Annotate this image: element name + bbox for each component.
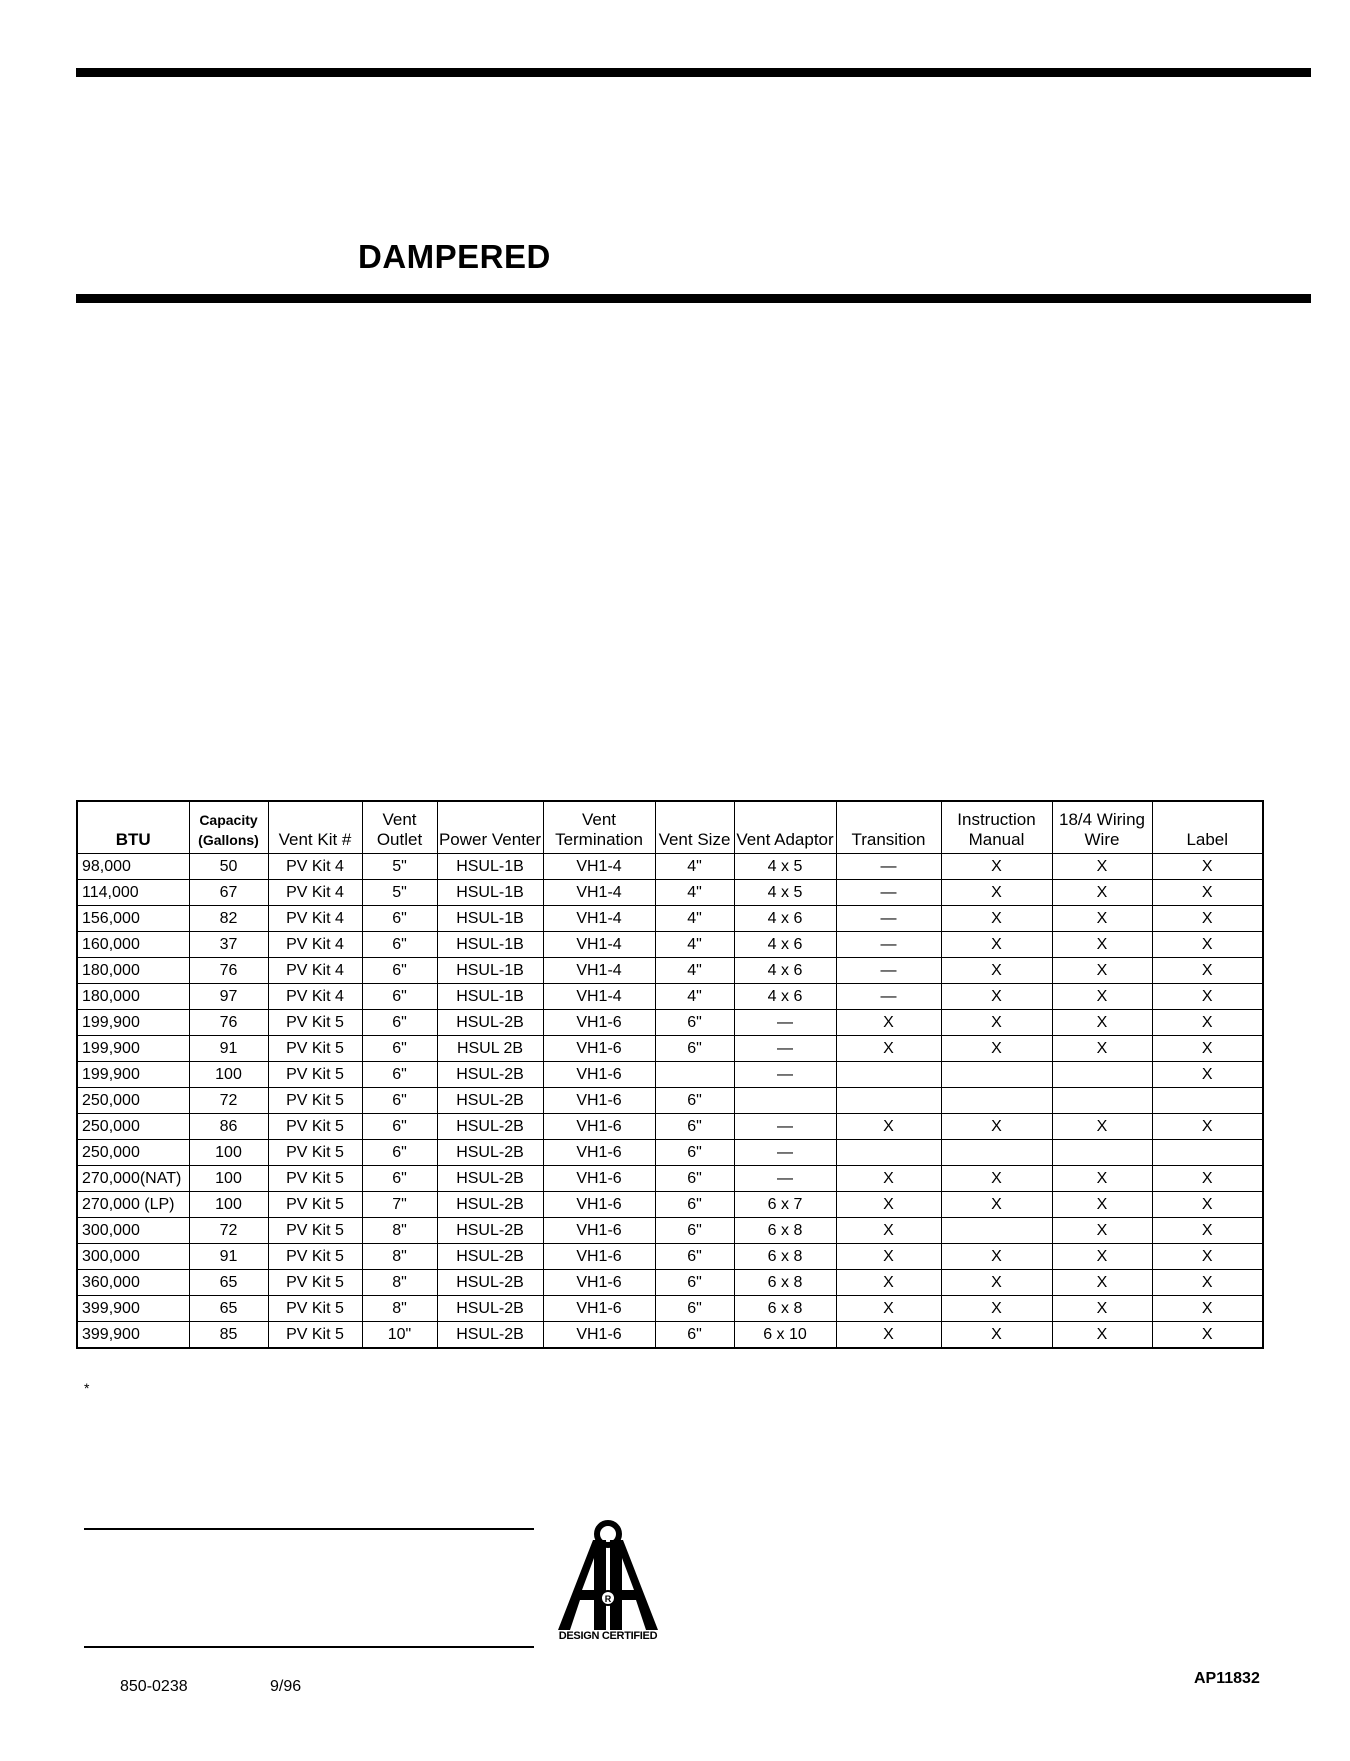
- cell-vent-kit: PV Kit 5: [268, 1088, 362, 1114]
- cell-vent-termination: VH1-4: [543, 906, 655, 932]
- cell-instruction-manual: [941, 1218, 1052, 1244]
- table-row: [77, 906, 1263, 932]
- part-number: 850-0238: [120, 1678, 188, 1695]
- cell-vent-adaptor: 6 x 8: [734, 1218, 836, 1244]
- page-heading: DAMPERED: [358, 238, 551, 275]
- cell-vent-termination: VH1-6: [543, 1322, 655, 1349]
- cell-wiring-wire: X: [1052, 1244, 1152, 1270]
- cell-vent-termination: VH1-6: [543, 1218, 655, 1244]
- cell-capacity: 72: [189, 1088, 268, 1114]
- cell-vent-adaptor: 6 x 8: [734, 1270, 836, 1296]
- cell-instruction-manual: X: [941, 1270, 1052, 1296]
- cell-vent-size: 6": [655, 1036, 734, 1062]
- cell-label: X: [1152, 880, 1263, 906]
- cell-transition: X: [836, 1010, 941, 1036]
- cell-vent-adaptor: —: [734, 1166, 836, 1192]
- cell-btu: 199,900: [77, 1010, 189, 1036]
- cell-btu: 300,000: [77, 1218, 189, 1244]
- cell-vent-outlet: 6": [362, 906, 437, 932]
- header-vent-termination: Vent Termination: [543, 801, 655, 854]
- cell-wiring-wire: X: [1052, 1322, 1152, 1349]
- cell-vent-outlet: 8": [362, 1270, 437, 1296]
- cell-transition: —: [836, 984, 941, 1010]
- cell-vent-adaptor: —: [734, 1114, 836, 1140]
- cell-vent-kit: PV Kit 5: [268, 1114, 362, 1140]
- cell-instruction-manual: X: [941, 932, 1052, 958]
- cell-label: [1152, 1088, 1263, 1114]
- cell-power-venter: HSUL-2B: [437, 1322, 543, 1349]
- table-row: [77, 880, 1263, 906]
- heading-rule: [76, 294, 1311, 303]
- cell-wiring-wire: [1052, 1062, 1152, 1088]
- cell-capacity: 86: [189, 1114, 268, 1140]
- cell-vent-termination: VH1-6: [543, 1114, 655, 1140]
- cell-transition: X: [836, 1036, 941, 1062]
- cell-vent-kit: PV Kit 4: [268, 958, 362, 984]
- table-row: [77, 1140, 1263, 1166]
- cell-vent-size: 4": [655, 984, 734, 1010]
- cell-power-venter: HSUL-2B: [437, 1296, 543, 1322]
- cell-vent-adaptor: —: [734, 1140, 836, 1166]
- cell-vent-kit: PV Kit 5: [268, 1140, 362, 1166]
- cell-vent-adaptor: 4 x 5: [734, 880, 836, 906]
- cell-label: X: [1152, 958, 1263, 984]
- cell-vent-size: 6": [655, 1088, 734, 1114]
- cell-vent-adaptor: 4 x 5: [734, 854, 836, 880]
- cell-vent-size: 4": [655, 958, 734, 984]
- cell-wiring-wire: X: [1052, 1114, 1152, 1140]
- cell-capacity: 97: [189, 984, 268, 1010]
- cell-vent-kit: PV Kit 5: [268, 1296, 362, 1322]
- cell-vent-outlet: 6": [362, 932, 437, 958]
- cell-power-venter: HSUL-2B: [437, 1062, 543, 1088]
- cell-vent-outlet: 6": [362, 958, 437, 984]
- cell-vent-size: 6": [655, 1010, 734, 1036]
- cell-power-venter: HSUL-1B: [437, 984, 543, 1010]
- cell-capacity: 50: [189, 854, 268, 880]
- cell-wiring-wire: [1052, 1088, 1152, 1114]
- cell-vent-adaptor: —: [734, 1062, 836, 1088]
- cell-wiring-wire: X: [1052, 1166, 1152, 1192]
- cell-btu: 270,000 (LP): [77, 1192, 189, 1218]
- cell-power-venter: HSUL-2B: [437, 1244, 543, 1270]
- cell-vent-adaptor: 4 x 6: [734, 932, 836, 958]
- cell-label: X: [1152, 1010, 1263, 1036]
- cell-wiring-wire: X: [1052, 1218, 1152, 1244]
- aga-certification-logo: [548, 1520, 668, 1645]
- cell-capacity: 100: [189, 1062, 268, 1088]
- cell-capacity: 67: [189, 880, 268, 906]
- cell-vent-outlet: 7": [362, 1192, 437, 1218]
- cell-vent-size: 6": [655, 1166, 734, 1192]
- table-row: [77, 1114, 1263, 1140]
- header-wiring-wire: 18/4 Wiring Wire: [1052, 801, 1152, 854]
- cell-vent-size: 4": [655, 932, 734, 958]
- cell-vent-size: 4": [655, 854, 734, 880]
- cell-vent-outlet: 6": [362, 1062, 437, 1088]
- header-vent-adaptor: Vent Adaptor: [734, 801, 836, 854]
- table-row: [77, 1322, 1263, 1349]
- cell-label: X: [1152, 906, 1263, 932]
- header-capacity: Capacity (Gallons): [189, 801, 268, 854]
- cell-label: X: [1152, 854, 1263, 880]
- cell-wiring-wire: X: [1052, 1192, 1152, 1218]
- table-row: [77, 932, 1263, 958]
- cell-capacity: 37: [189, 932, 268, 958]
- cell-btu: 114,000: [77, 880, 189, 906]
- table-header-row: [77, 801, 1263, 854]
- cell-vent-kit: PV Kit 5: [268, 1166, 362, 1192]
- cell-vent-kit: PV Kit 4: [268, 984, 362, 1010]
- header-vent-outlet: Vent Outlet: [362, 801, 437, 854]
- cell-vent-termination: VH1-6: [543, 1270, 655, 1296]
- cell-power-venter: HSUL-2B: [437, 1140, 543, 1166]
- cell-transition: X: [836, 1218, 941, 1244]
- cell-vent-termination: VH1-6: [543, 1166, 655, 1192]
- cell-vent-termination: VH1-6: [543, 1244, 655, 1270]
- cell-btu: 300,000: [77, 1244, 189, 1270]
- header-label: Label: [1152, 801, 1263, 854]
- cell-btu: 399,900: [77, 1322, 189, 1349]
- cell-vent-outlet: 10": [362, 1322, 437, 1349]
- cell-transition: X: [836, 1114, 941, 1140]
- cell-label: X: [1152, 1192, 1263, 1218]
- cell-transition: [836, 1062, 941, 1088]
- cell-vent-outlet: 6": [362, 1140, 437, 1166]
- table-row: [77, 1244, 1263, 1270]
- cell-power-venter: HSUL-1B: [437, 932, 543, 958]
- cell-btu: 98,000: [77, 854, 189, 880]
- cell-vent-termination: VH1-6: [543, 1088, 655, 1114]
- cell-btu: 399,900: [77, 1296, 189, 1322]
- cell-power-venter: HSUL-2B: [437, 1218, 543, 1244]
- cell-vent-adaptor: 4 x 6: [734, 906, 836, 932]
- cell-vent-kit: PV Kit 5: [268, 1244, 362, 1270]
- cell-vent-adaptor: 4 x 6: [734, 984, 836, 1010]
- cell-power-venter: HSUL-2B: [437, 1270, 543, 1296]
- cell-label: X: [1152, 984, 1263, 1010]
- cell-instruction-manual: X: [941, 1036, 1052, 1062]
- cell-wiring-wire: X: [1052, 880, 1152, 906]
- cell-instruction-manual: X: [941, 1010, 1052, 1036]
- cell-vent-termination: VH1-6: [543, 1062, 655, 1088]
- cell-instruction-manual: X: [941, 1296, 1052, 1322]
- cell-vent-termination: VH1-6: [543, 1296, 655, 1322]
- cell-vent-adaptor: 6 x 8: [734, 1244, 836, 1270]
- cell-capacity: 100: [189, 1192, 268, 1218]
- cell-power-venter: HSUL-2B: [437, 1192, 543, 1218]
- cell-instruction-manual: [941, 1140, 1052, 1166]
- header-power-venter: Power Venter: [437, 801, 543, 854]
- cell-label: [1152, 1140, 1263, 1166]
- cell-label: X: [1152, 1322, 1263, 1349]
- cell-btu: 199,900: [77, 1036, 189, 1062]
- cell-instruction-manual: X: [941, 1166, 1052, 1192]
- cell-btu: 160,000: [77, 932, 189, 958]
- cell-power-venter: HSUL-1B: [437, 854, 543, 880]
- table-row: [77, 1218, 1263, 1244]
- cell-vent-size: 6": [655, 1322, 734, 1349]
- cell-vent-termination: VH1-4: [543, 958, 655, 984]
- cell-power-venter: HSUL-2B: [437, 1166, 543, 1192]
- cell-transition: —: [836, 854, 941, 880]
- cell-vent-kit: PV Kit 5: [268, 1322, 362, 1349]
- cell-vent-kit: PV Kit 5: [268, 1270, 362, 1296]
- cell-label: X: [1152, 1036, 1263, 1062]
- cell-label: X: [1152, 1244, 1263, 1270]
- cell-transition: —: [836, 932, 941, 958]
- cell-transition: [836, 1088, 941, 1114]
- cell-vent-outlet: 5": [362, 880, 437, 906]
- cell-btu: 199,900: [77, 1062, 189, 1088]
- cell-wiring-wire: X: [1052, 854, 1152, 880]
- cell-instruction-manual: X: [941, 1192, 1052, 1218]
- cell-wiring-wire: X: [1052, 1036, 1152, 1062]
- cell-transition: —: [836, 906, 941, 932]
- cell-wiring-wire: X: [1052, 906, 1152, 932]
- cell-power-venter: HSUL-2B: [437, 1088, 543, 1114]
- table-body: [77, 854, 1263, 1349]
- cell-vent-outlet: 8": [362, 1296, 437, 1322]
- cell-vent-termination: VH1-6: [543, 1192, 655, 1218]
- table-row: [77, 984, 1263, 1010]
- cell-vent-size: 6": [655, 1244, 734, 1270]
- cell-vent-outlet: 8": [362, 1218, 437, 1244]
- cell-wiring-wire: X: [1052, 1296, 1152, 1322]
- cell-vent-outlet: 6": [362, 1166, 437, 1192]
- cell-vent-outlet: 6": [362, 1088, 437, 1114]
- cell-capacity: 91: [189, 1036, 268, 1062]
- cell-vent-size: 6": [655, 1140, 734, 1166]
- cell-capacity: 100: [189, 1166, 268, 1192]
- cell-btu: 270,000(NAT): [77, 1166, 189, 1192]
- cell-vent-size: [655, 1062, 734, 1088]
- cell-power-venter: HSUL-2B: [437, 1010, 543, 1036]
- cell-vent-kit: PV Kit 4: [268, 906, 362, 932]
- cell-instruction-manual: X: [941, 1114, 1052, 1140]
- cell-vent-adaptor: 6 x 10: [734, 1322, 836, 1349]
- revision-date: 9/96: [270, 1678, 302, 1695]
- cell-vent-termination: VH1-4: [543, 932, 655, 958]
- cell-vent-termination: VH1-4: [543, 880, 655, 906]
- top-rule: [76, 68, 1311, 77]
- table-row: [77, 1192, 1263, 1218]
- table-row: [77, 1062, 1263, 1088]
- header-transition: Transition: [836, 801, 941, 854]
- cell-vent-size: 6": [655, 1218, 734, 1244]
- cell-instruction-manual: X: [941, 984, 1052, 1010]
- cell-vent-size: 4": [655, 880, 734, 906]
- cell-power-venter: HSUL-1B: [437, 958, 543, 984]
- cell-label: X: [1152, 1218, 1263, 1244]
- cell-instruction-manual: [941, 1062, 1052, 1088]
- cell-vent-kit: PV Kit 5: [268, 1062, 362, 1088]
- cell-vent-adaptor: —: [734, 1010, 836, 1036]
- table-row: [77, 854, 1263, 880]
- cell-vent-outlet: 6": [362, 1114, 437, 1140]
- cell-label: X: [1152, 932, 1263, 958]
- ap-number: AP11832: [1194, 1670, 1260, 1687]
- cell-instruction-manual: [941, 1088, 1052, 1114]
- cell-vent-kit: PV Kit 5: [268, 1192, 362, 1218]
- cell-transition: X: [836, 1322, 941, 1349]
- signature-line-bottom: [84, 1646, 534, 1648]
- cell-instruction-manual: X: [941, 1244, 1052, 1270]
- cell-vent-outlet: 6": [362, 984, 437, 1010]
- cell-vent-termination: VH1-4: [543, 854, 655, 880]
- cell-vent-outlet: 6": [362, 1010, 437, 1036]
- cell-capacity: 85: [189, 1322, 268, 1349]
- table-row: [77, 1088, 1263, 1114]
- cell-label: X: [1152, 1270, 1263, 1296]
- cell-vent-adaptor: 6 x 8: [734, 1296, 836, 1322]
- cell-transition: [836, 1140, 941, 1166]
- cell-power-venter: HSUL-1B: [437, 906, 543, 932]
- cell-vent-termination: VH1-6: [543, 1140, 655, 1166]
- cell-instruction-manual: X: [941, 854, 1052, 880]
- cell-power-venter: HSUL-1B: [437, 880, 543, 906]
- cell-wiring-wire: X: [1052, 1270, 1152, 1296]
- cell-capacity: 82: [189, 906, 268, 932]
- cell-transition: X: [836, 1296, 941, 1322]
- cell-vent-size: 6": [655, 1114, 734, 1140]
- cell-vent-outlet: 5": [362, 854, 437, 880]
- cell-btu: 180,000: [77, 958, 189, 984]
- cell-vent-kit: PV Kit 5: [268, 1036, 362, 1062]
- vent-kit-table: [76, 800, 1264, 1349]
- cell-instruction-manual: X: [941, 906, 1052, 932]
- cell-power-venter: HSUL 2B: [437, 1036, 543, 1062]
- cell-btu: 360,000: [77, 1270, 189, 1296]
- design-certified-caption: DESIGN CERTIFIED: [558, 1630, 658, 1642]
- cell-capacity: 76: [189, 958, 268, 984]
- footnote-mark: *: [84, 1380, 90, 1396]
- cell-vent-kit: PV Kit 5: [268, 1218, 362, 1244]
- signature-line-top: [84, 1528, 534, 1530]
- cell-vent-adaptor: [734, 1088, 836, 1114]
- cell-vent-kit: PV Kit 4: [268, 932, 362, 958]
- table-row: [77, 1010, 1263, 1036]
- cell-transition: —: [836, 958, 941, 984]
- cell-vent-size: 4": [655, 906, 734, 932]
- cell-vent-outlet: 8": [362, 1244, 437, 1270]
- header-vent-kit: Vent Kit #: [268, 801, 362, 854]
- svg-text:R: R: [604, 1594, 612, 1604]
- cell-vent-termination: VH1-6: [543, 1010, 655, 1036]
- cell-transition: —: [836, 880, 941, 906]
- cell-btu: 250,000: [77, 1114, 189, 1140]
- header-vent-size: Vent Size: [655, 801, 734, 854]
- cell-transition: X: [836, 1244, 941, 1270]
- cell-vent-adaptor: 4 x 6: [734, 958, 836, 984]
- cell-vent-outlet: 6": [362, 1036, 437, 1062]
- cell-instruction-manual: X: [941, 958, 1052, 984]
- cell-vent-size: 6": [655, 1192, 734, 1218]
- table-row: [77, 1166, 1263, 1192]
- cell-wiring-wire: [1052, 1140, 1152, 1166]
- cell-transition: X: [836, 1192, 941, 1218]
- cell-vent-termination: VH1-4: [543, 984, 655, 1010]
- cell-label: X: [1152, 1166, 1263, 1192]
- cell-btu: 180,000: [77, 984, 189, 1010]
- cell-wiring-wire: X: [1052, 984, 1152, 1010]
- cell-vent-adaptor: —: [734, 1036, 836, 1062]
- cell-label: X: [1152, 1062, 1263, 1088]
- cell-vent-size: 6": [655, 1296, 734, 1322]
- cell-instruction-manual: X: [941, 880, 1052, 906]
- cell-power-venter: HSUL-2B: [437, 1114, 543, 1140]
- cell-capacity: 76: [189, 1010, 268, 1036]
- cell-wiring-wire: X: [1052, 958, 1152, 984]
- cell-transition: X: [836, 1166, 941, 1192]
- cell-vent-adaptor: 6 x 7: [734, 1192, 836, 1218]
- cell-vent-kit: PV Kit 4: [268, 880, 362, 906]
- cell-wiring-wire: X: [1052, 1010, 1152, 1036]
- cell-vent-termination: VH1-6: [543, 1036, 655, 1062]
- table-row: [77, 1036, 1263, 1062]
- cell-transition: X: [836, 1270, 941, 1296]
- header-instruction-manual: Instruction Manual: [941, 801, 1052, 854]
- cell-btu: 250,000: [77, 1088, 189, 1114]
- cell-btu: 250,000: [77, 1140, 189, 1166]
- header-btu: BTU: [77, 801, 189, 854]
- cell-label: X: [1152, 1114, 1263, 1140]
- table-row: [77, 1270, 1263, 1296]
- cell-capacity: 91: [189, 1244, 268, 1270]
- cell-instruction-manual: X: [941, 1322, 1052, 1349]
- cell-capacity: 65: [189, 1296, 268, 1322]
- cell-capacity: 72: [189, 1218, 268, 1244]
- table-row: [77, 958, 1263, 984]
- cell-wiring-wire: X: [1052, 932, 1152, 958]
- cell-capacity: 100: [189, 1140, 268, 1166]
- cell-vent-size: 6": [655, 1270, 734, 1296]
- cell-vent-kit: PV Kit 4: [268, 854, 362, 880]
- cell-vent-kit: PV Kit 5: [268, 1010, 362, 1036]
- cell-label: X: [1152, 1296, 1263, 1322]
- table-row: [77, 1296, 1263, 1322]
- cell-btu: 156,000: [77, 906, 189, 932]
- cell-capacity: 65: [189, 1270, 268, 1296]
